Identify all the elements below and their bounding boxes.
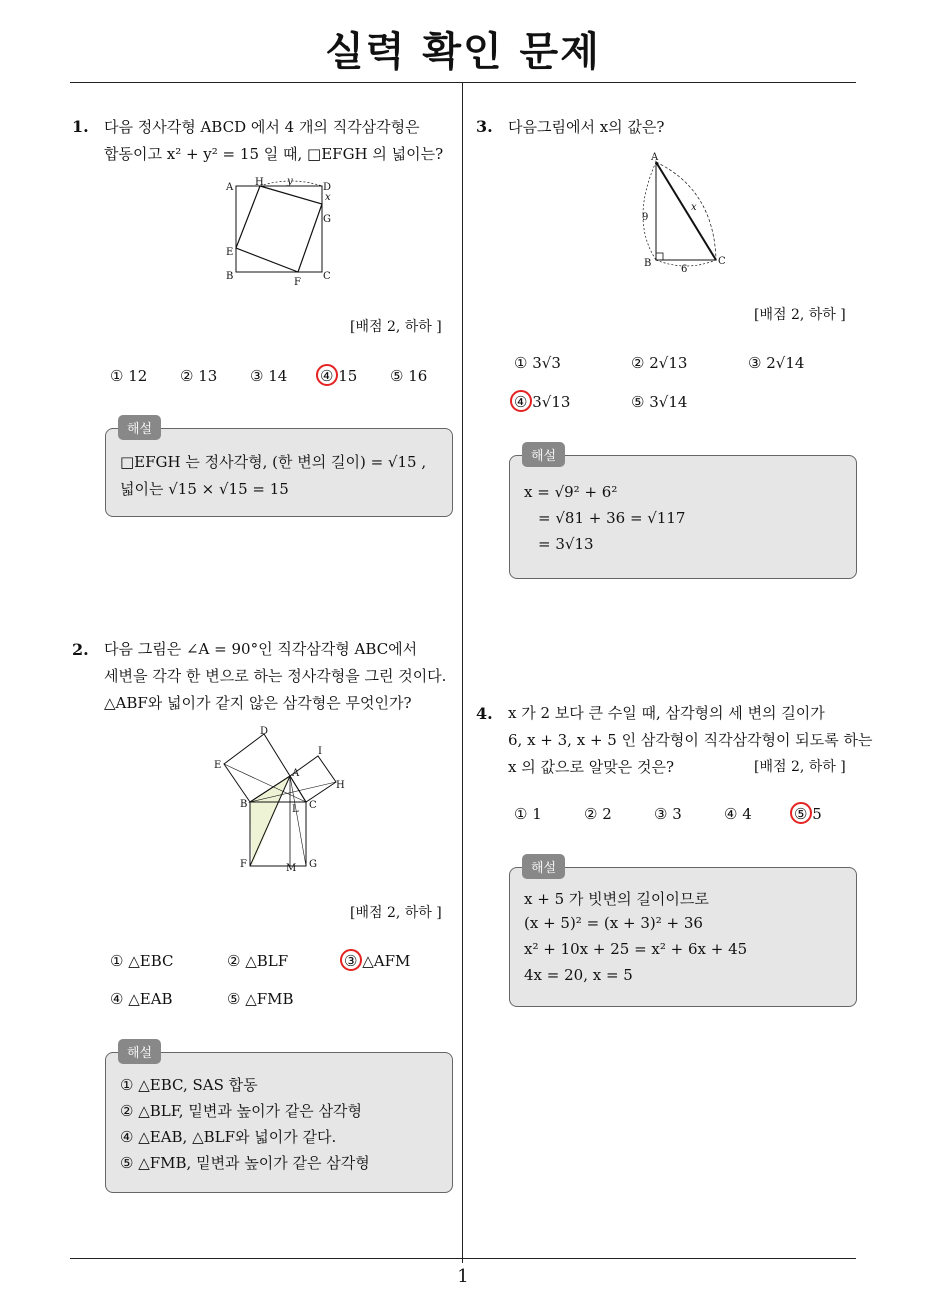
q2-number: 2.: [72, 640, 89, 659]
q2-label-b: B: [240, 799, 248, 810]
q1-label-x: x: [325, 192, 331, 203]
q1-label-a: A: [226, 182, 234, 193]
q4-choice-2[interactable]: ② 2: [584, 805, 612, 823]
q4-choice-5-label: ⑤ 5: [794, 805, 822, 823]
column-divider: [462, 83, 463, 1263]
q1-meta: [배점 2, 하하 ]: [350, 319, 442, 335]
q1-choice-1[interactable]: ① 12: [110, 367, 148, 385]
q1-choice-3[interactable]: ③ 14: [250, 367, 288, 385]
q4-choice-4[interactable]: ④ 4: [724, 805, 752, 823]
q3-label-c: C: [718, 256, 726, 267]
page-title: 실력 확인 문제: [325, 29, 601, 75]
q2-pythagoras-figure: [210, 724, 350, 874]
q3-choice-1[interactable]: ① 3√3: [514, 354, 561, 372]
q1-solution-tag: 해설: [118, 415, 161, 440]
q4-choice-5[interactable]: [794, 805, 822, 823]
q2-text-line: △ABF와 넓이가 같지 않은 삼각형은 무엇인가?: [104, 694, 412, 712]
q4-text-line: 6, x + 3, x + 5 인 삼각형이 직각삼각형이 되도록 하는: [508, 731, 873, 749]
q3-number: 3.: [476, 117, 493, 136]
q1-solution-line: □EFGH 는 정사각형, (한 변의 길이) = √15 ,: [120, 453, 427, 471]
q1-choice-5[interactable]: ⑤ 16: [390, 367, 428, 385]
q1-label-d: D: [323, 182, 332, 193]
q2-label-d: D: [260, 726, 269, 737]
q3-choice-4[interactable]: [514, 393, 570, 411]
q2-choice-1[interactable]: ① △EBC: [110, 952, 174, 970]
q2-text: [104, 636, 446, 717]
q1-label-f: F: [294, 277, 301, 288]
q4-solution-line: 4x = 20, x = 5: [524, 966, 633, 984]
q1-label-e: E: [226, 247, 234, 258]
q3-solution-line: = 3√13: [538, 535, 594, 553]
q1-label-c: C: [323, 271, 331, 282]
q2-solution-box: [105, 1046, 453, 1193]
answer-circle-icon: [316, 364, 338, 386]
q1-number: 1.: [72, 117, 89, 136]
q2-solution-line: ⑤ △FMB, 밑변과 높이가 같은 삼각형: [120, 1154, 370, 1172]
q2-choice-2[interactable]: ② △BLF: [227, 952, 289, 970]
q1-square-figure: [222, 176, 342, 290]
q3-solution-line: x = √9² + 6²: [524, 483, 618, 501]
q4-choice-1[interactable]: ① 1: [514, 805, 542, 823]
q3-triangle-figure: [636, 150, 736, 276]
q1-label-y: y: [287, 176, 293, 187]
q1-solution-line: 넓이는 √15 × √15 = 15: [120, 480, 289, 498]
q3-meta: [배점 2, 하하 ]: [754, 307, 846, 323]
q3-label-9: 9: [642, 212, 649, 223]
q4-solution-line: (x + 5)² = (x + 3)² + 36: [524, 914, 703, 932]
q3-solution-line: = √81 + 36 = √117: [538, 509, 686, 527]
q3-label-b: B: [644, 258, 652, 269]
q2-choice-4[interactable]: ④ △EAB: [110, 990, 173, 1008]
q2-choice-3-label: ③ △AFM: [344, 952, 411, 970]
q3-label-a: A: [651, 152, 659, 163]
q3-solution-tag: 해설: [522, 442, 565, 467]
q3-choice-2[interactable]: ② 2√13: [631, 354, 688, 372]
q2-solution-line: ① △EBC, SAS 합동: [120, 1076, 258, 1094]
q3-text: [508, 114, 664, 141]
q1-text: [104, 114, 443, 168]
q4-solution-line: x² + 10x + 25 = x² + 6x + 45: [524, 940, 748, 958]
q1-choice-4[interactable]: [320, 367, 357, 385]
q1-solution-box: [105, 422, 453, 517]
q4-solution-tag: 해설: [522, 854, 565, 879]
q1-label-b: B: [226, 271, 234, 282]
q1-choice-2[interactable]: ② 13: [180, 367, 218, 385]
q3-solution-box: [509, 449, 857, 579]
q1-label-h: H: [255, 177, 264, 188]
q2-solution-tag: 해설: [118, 1039, 161, 1064]
q4-text-line: x 가 2 보다 큰 수일 때, 삼각형의 세 변의 길이가: [508, 704, 825, 722]
q3-label-x: x: [691, 202, 697, 213]
answer-circle-icon: [340, 949, 362, 971]
q3-label-6: 6: [681, 264, 688, 275]
q2-label-h: H: [336, 780, 345, 791]
q2-solution-line: ② △BLF, 밑변과 높이가 같은 삼각형: [120, 1102, 363, 1120]
q2-choice-5[interactable]: ⑤ △FMB: [227, 990, 294, 1008]
q1-text-line: 다음 정사각형 ABCD 에서 4 개의 직각삼각형은: [104, 118, 420, 136]
q1-label-g: G: [323, 214, 331, 225]
q4-number: 4.: [476, 704, 493, 723]
q4-meta: [배점 2, 하하 ]: [754, 759, 846, 775]
top-rule: [70, 82, 856, 83]
q2-label-l: L: [292, 804, 299, 815]
q3-choice-5[interactable]: ⑤ 3√14: [631, 393, 688, 411]
q4-solution-line: x + 5 가 빗변의 길이이므로: [524, 890, 709, 908]
q2-label-a: A: [292, 768, 300, 779]
q4-text-line: x 의 값으로 알맞은 것은?: [508, 758, 674, 776]
q4-choice-3[interactable]: ③ 3: [654, 805, 682, 823]
q3-choice-4-label: ④ 3√13: [514, 393, 571, 411]
q2-label-c: C: [309, 800, 317, 811]
q4-solution-box: [509, 861, 857, 1007]
q2-label-m: M: [286, 863, 297, 874]
q2-text-line: 세변을 각각 한 변으로 하는 정사각형을 그린 것이다.: [104, 667, 447, 685]
answer-circle-icon: [510, 390, 532, 412]
bottom-rule: [70, 1258, 856, 1259]
q2-label-g: G: [309, 859, 317, 870]
q3-choice-3[interactable]: ③ 2√14: [748, 354, 805, 372]
q2-label-f: F: [240, 859, 247, 870]
q2-label-e: E: [214, 760, 222, 771]
q3-text-line: 다음그림에서 x의 값은?: [508, 118, 665, 136]
page-number: 1: [457, 1266, 469, 1287]
q2-choice-3[interactable]: [344, 952, 410, 970]
q2-meta: [배점 2, 하하 ]: [350, 905, 442, 921]
q1-text-line: 합동이고 x² + y² = 15 일 때, □EFGH 의 넓이는?: [104, 145, 444, 163]
q2-label-i: I: [318, 746, 322, 757]
q1-choice-4-label: ④ 15: [320, 367, 358, 385]
q2-text-line: 다음 그림은 ∠A = 90°인 직각삼각형 ABC에서: [104, 640, 418, 658]
q2-solution-line: ④ △EAB, △BLF와 넓이가 같다.: [120, 1128, 337, 1146]
answer-circle-icon: [790, 802, 812, 824]
